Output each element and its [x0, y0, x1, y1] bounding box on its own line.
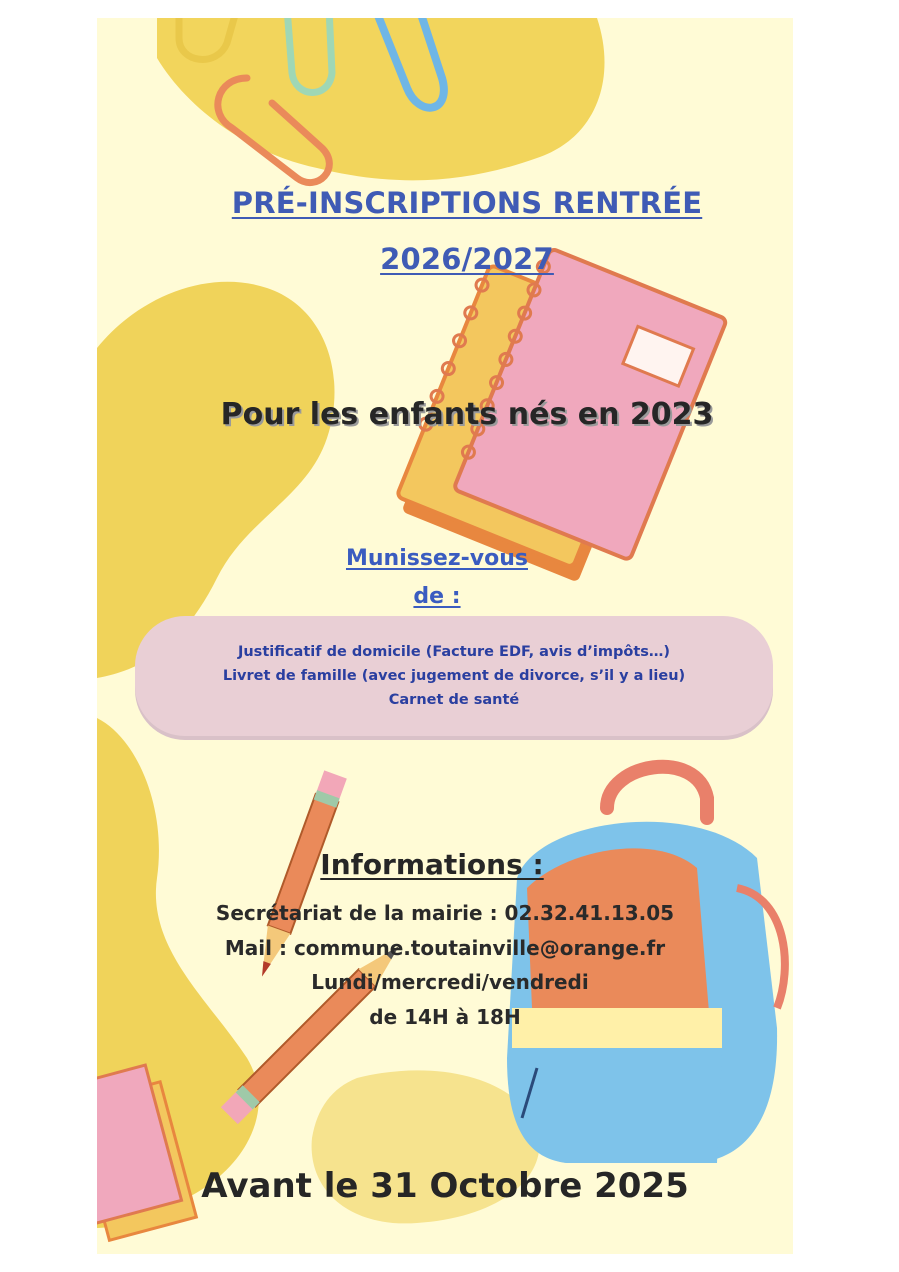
poster	[97, 18, 793, 1254]
info-secretariat: Secrétariat de la mairie : 02.32.41.13.05	[215, 901, 675, 925]
backpack-icon	[507, 767, 785, 1163]
info-days: Lundi/mercredi/vendredi	[311, 970, 589, 994]
title-line2: 2026/2027	[380, 242, 554, 276]
bring-heading-line2: de :	[413, 584, 461, 609]
document-item-domicile: Justificatif de domicile (Facture EDF, avis d’impôts…)	[237, 644, 671, 660]
documents-box	[135, 616, 773, 736]
document-item-livret: Livret de famille (avec jugement de divorce, s’il y a lieu)	[222, 668, 686, 684]
audience-text: Pour les enfants nés en 2023	[220, 397, 714, 432]
document-item-carnet: Carnet de santé	[388, 692, 520, 708]
deadline-text: Avant le 31 Octobre 2025	[201, 1166, 689, 1206]
info-hours: de 14H à 18H	[369, 1005, 521, 1029]
title-line1: PRÉ-INSCRIPTIONS RENTRÉE	[231, 186, 703, 220]
info-mail: Mail : commune.toutainville@orange.fr	[224, 936, 666, 960]
info-heading: Informations :	[320, 848, 544, 881]
bring-heading-line1: Munissez-vous	[345, 546, 528, 571]
